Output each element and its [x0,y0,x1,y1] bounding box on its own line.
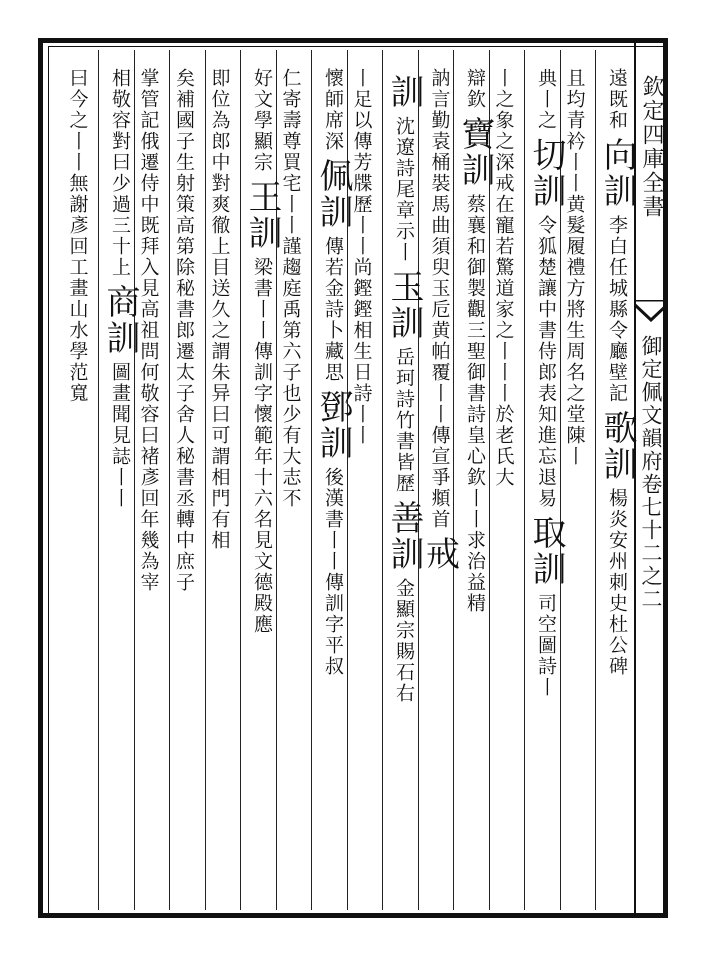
text-column [242,68,282,635]
entry-text: 金顯宗賜石右 [393,578,415,704]
entry-text: 工畫山水學范寬 [66,257,89,404]
entry-text: 司空圖詩丨 [535,593,557,698]
entry-text: 蔡襄和御製觀三聖御書詩皇心欽丨丨求治益精 [464,194,486,614]
text-column [494,68,513,488]
entry-heading: 佩訓 [313,158,353,230]
entry-text: 令狐楚讓中書侍郎表知進忘退易 [535,215,557,509]
entry-text: 訥言 [428,68,451,110]
text-column [352,68,371,446]
column-rule [240,50,241,910]
text-column [174,68,193,593]
text-column [455,68,495,614]
entry-heading: 取訓 [526,515,566,587]
entry-heading: 善訓 [384,500,424,572]
entry-text: 典 [535,68,557,89]
column-rule [169,50,170,910]
column-rule [98,50,99,910]
entry-text: 相生日詩丨丨 [350,320,373,446]
entry-text: 青衿丨丨黄髮履禮 [563,110,586,278]
entry-text: 歷丨丨尚鏗鏗 [350,194,373,320]
margin-book-title: 欽定四庫全書 [639,75,664,219]
entry-text: 岳珂詩竹書皆歷 [393,347,415,494]
entry-text: 遠既和 [606,68,628,131]
text-column [384,68,424,704]
entry-text: 曰今之丨丨無謝彥回 [66,68,89,257]
text-column [210,68,229,551]
entry-text: 且均 [563,68,586,110]
entry-text: 後漢書丨丨傳訓字平叔 [322,467,344,677]
column-rule [205,50,206,910]
text-column [100,68,140,509]
text-column [281,68,300,509]
entry-heading: 寶訓 [455,116,495,188]
entry-heading: 歌訓 [597,410,637,482]
entry-text: 象之深戒在寵若驚道家之丨丨 [492,110,515,383]
entry-text: 梁書丨丨傳訓字懷範年十六名見文德殿應 [251,257,273,635]
entry-heading: 切訓 [526,137,566,209]
entry-text: 仁寄壽尊 [279,68,302,152]
entry-text: 買宅丨丨謹趨庭 [279,152,302,299]
entry-text: 對爽徹上目送久之謂朱异曰可謂相門有相 [208,173,231,551]
text-column [526,68,566,698]
entry-text: 相敬容對曰少過三十上 [109,68,131,278]
entry-heading: 鄧訓 [313,389,353,461]
entry-text: 丨足以傳芳牒 [350,68,373,194]
margin-section-title: 御定佩文韻府卷七十二之二 [639,335,663,611]
entry-heading: 訓 [384,74,424,110]
text-column [68,68,87,404]
entry-text: 辯欽 [464,68,486,110]
entry-heading: 王訓 [242,179,282,251]
entry-text: 矣補國子生射策高第除秘書郎遷太子舍人秘書丞轉中庶子 [173,68,195,593]
entry-text: 懷師席深 [322,68,344,152]
entry-heading: 戒 [419,536,460,572]
column-rule [595,50,596,910]
text-column [139,68,158,593]
entry-text: 傳若金詩卜藏思 [322,236,344,383]
entry-text: 即位為郎中 [208,68,231,173]
entry-text: 圖畫聞見誌丨丨 [109,362,131,509]
entry-heading: 向訓 [597,137,637,209]
column-rule [524,50,525,910]
entry-text: 沈遼詩尾章示丨 [393,116,415,263]
entry-heading: 商訓 [100,284,140,356]
text-column [597,68,637,677]
entry-text: 楊炎安州刺史杜公碑 [606,488,628,677]
entry-text: 李白任城縣令廳壁記 [606,215,628,404]
entry-text: 方將生周名之堂陳丨 [563,278,586,467]
entry-text: 勤袁桶裝馬曲須臾玉卮黄帕覆丨丨傳宣爭頫首 [428,110,451,530]
entry-text: 丨之 [492,68,515,110]
column-rule [311,50,312,910]
entry-text: 丨之 [535,89,557,131]
text-column [313,68,353,677]
entry-heading: 玉訓 [384,269,424,341]
entry-text: 禹第六子也少有大志不 [279,299,302,509]
text-column [419,68,460,578]
entry-text: 丨於老氏大 [492,383,515,488]
fish-tail-ornament [634,300,668,322]
entry-text: 好文學顯宗 [251,68,273,173]
entry-text: 掌管記俄遷侍中既拜入見高祖問何敬容曰褚彥回年幾為宰 [137,68,160,593]
column-rule [382,50,383,910]
text-column [565,68,584,467]
